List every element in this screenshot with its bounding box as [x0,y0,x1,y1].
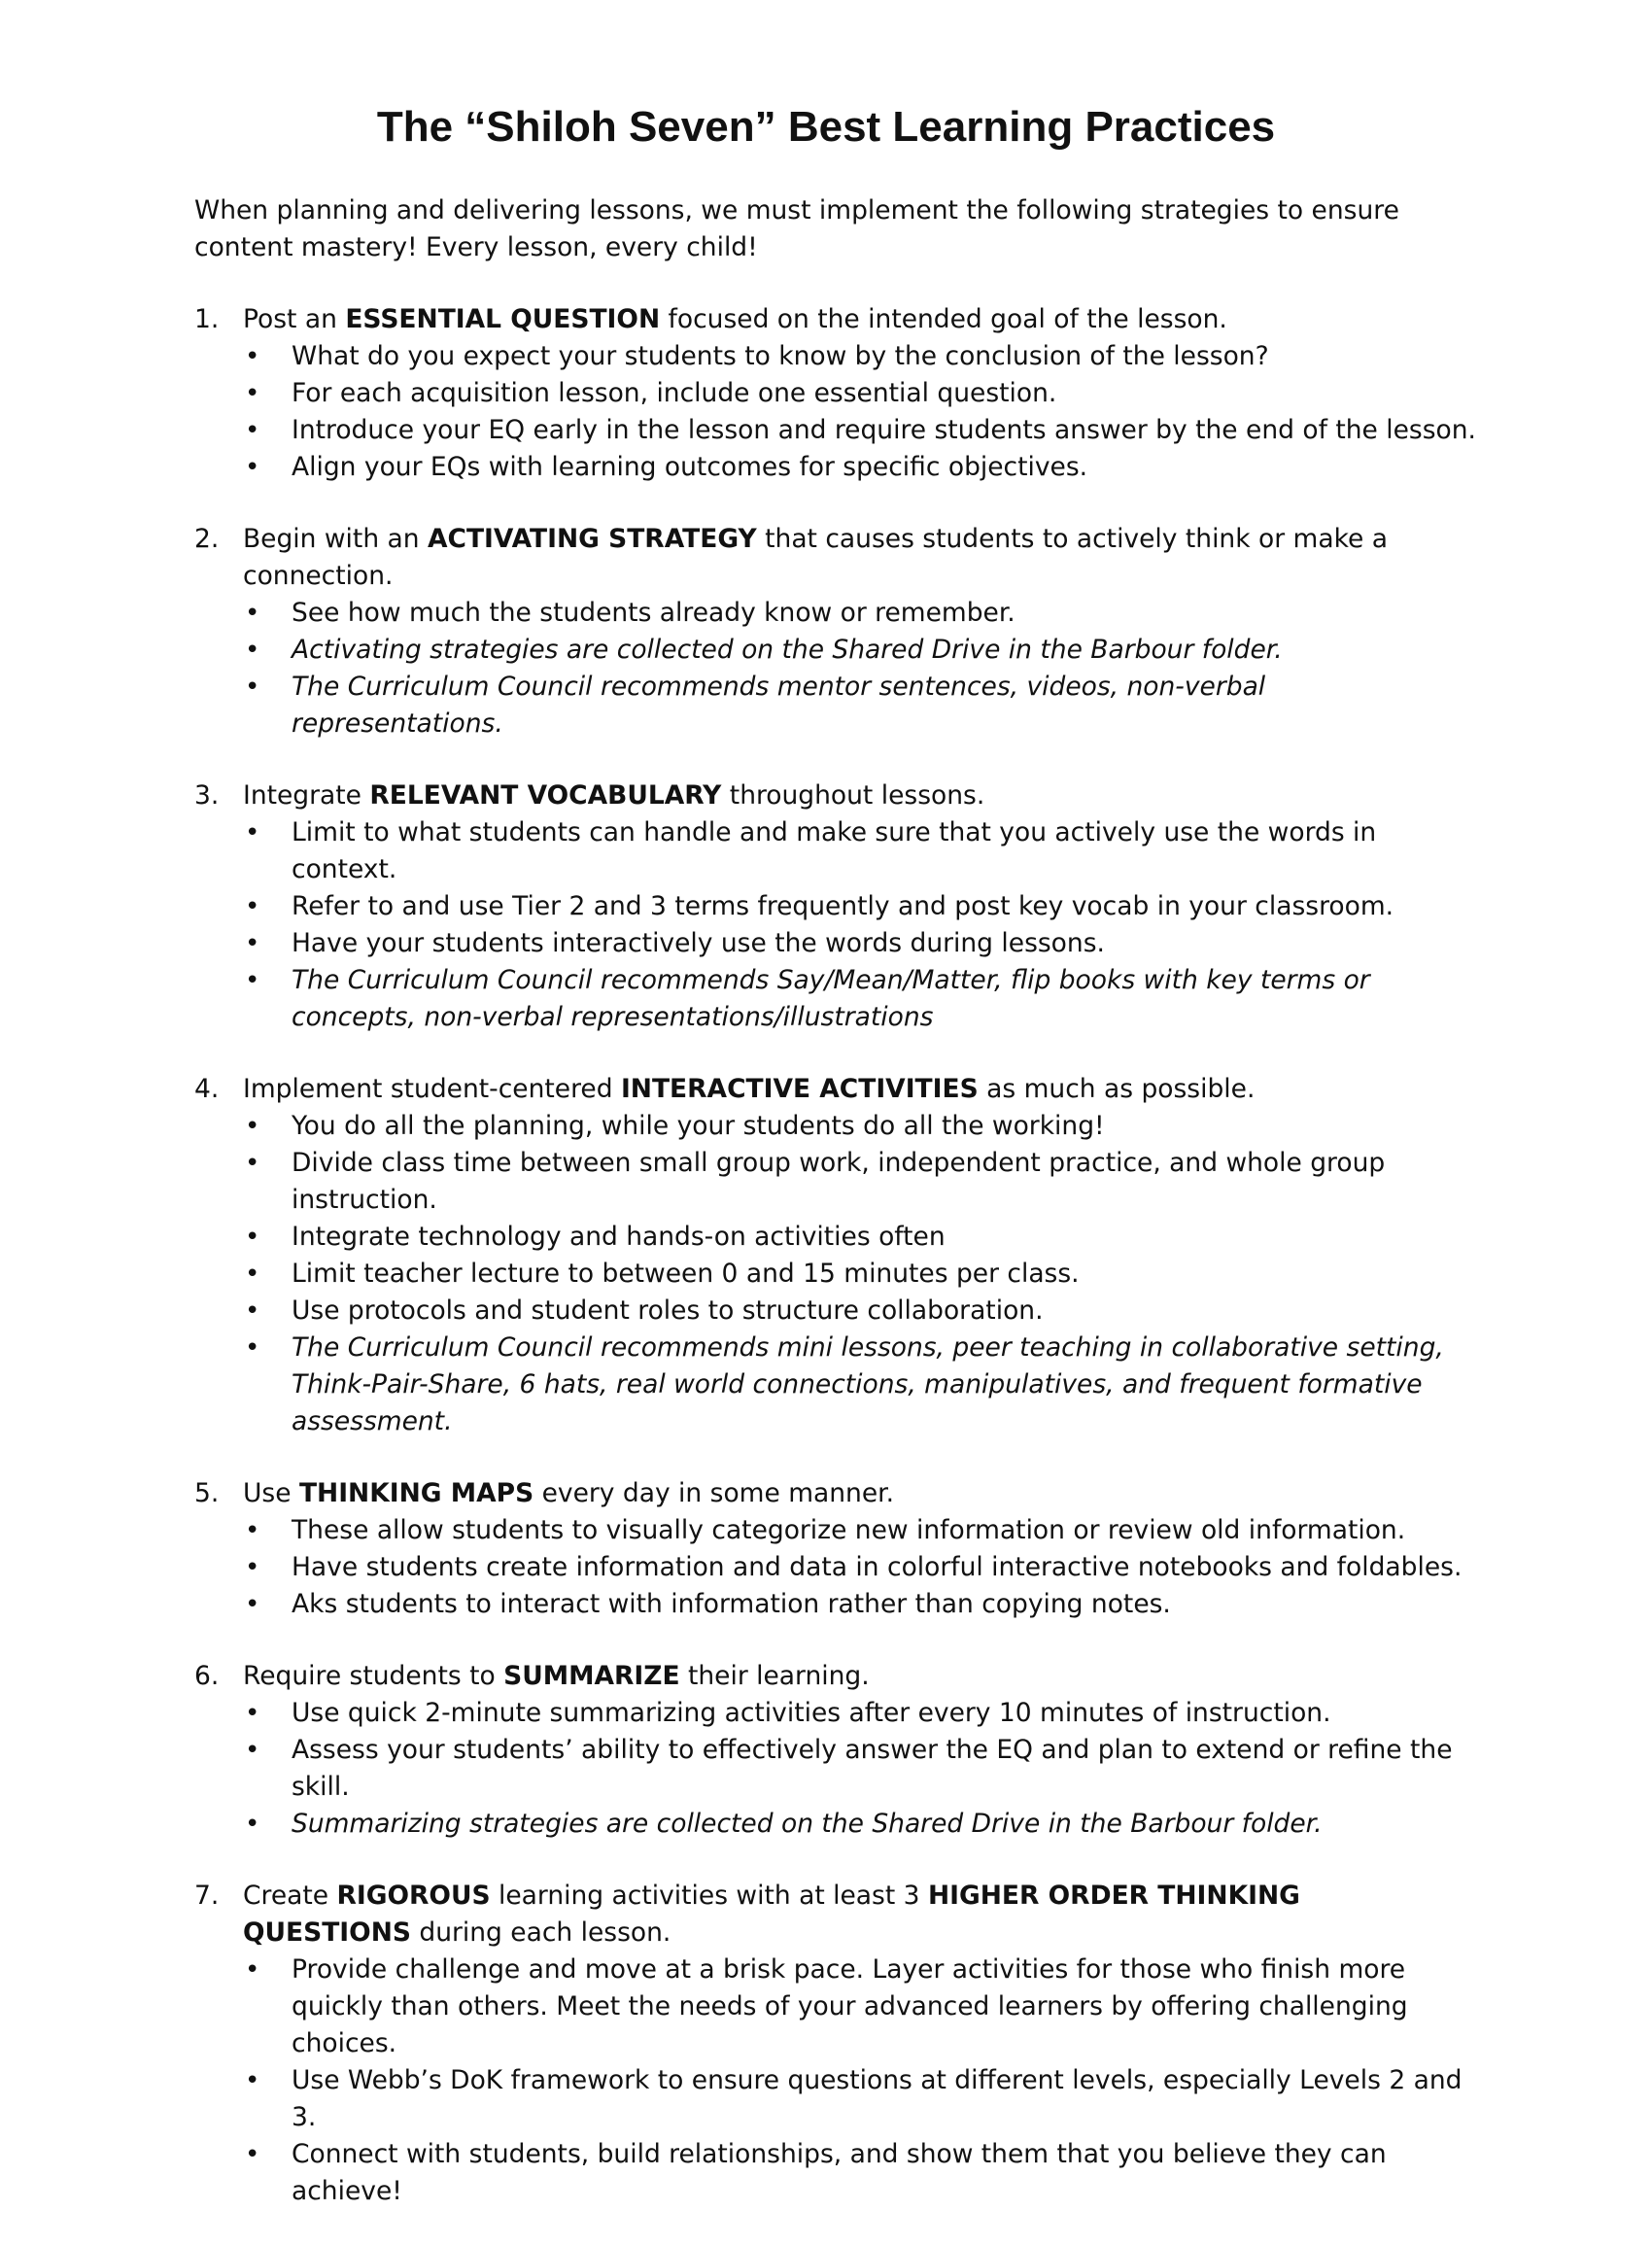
bullet-text: The Curriculum Council recommends Say/Mean/Matter, flip books with key terms or concepts, non-verbal representations/illustrations [292,965,1370,1032]
practice-item [194,777,1477,1036]
practice-item [194,1658,1477,1843]
bullet-item [243,1695,1477,1732]
practice-heading-text: Create [243,1881,337,1911]
bullet-text: Refer to and use Tier 2 and 3 terms frequently and post key vocab in your classroom. [292,891,1394,921]
bullet-text: Activating strategies are collected on the Shared Drive in the Barbour folder. [292,635,1283,665]
practice-item [194,1475,1477,1623]
practice-number: 5. [194,1478,220,1508]
practice-heading-text: Post an [243,304,346,334]
bullet-dot-icon: • [245,1223,260,1252]
bullet-item [243,1951,1477,2062]
practice-heading-text: every day in some manner. [533,1478,895,1508]
bullet-item [243,814,1477,888]
bullet-item [243,632,1477,669]
practice-item [194,521,1477,743]
bullet-item [243,888,1477,925]
bullet-dot-icon: • [245,1699,260,1728]
practice-heading [243,1658,1477,1695]
bullet-dot-icon: • [245,929,260,958]
practice-heading [243,777,1477,814]
practice-heading-text: during each lesson. [410,1917,671,1948]
bullet-item [243,1293,1477,1330]
practice-item [194,1071,1477,1440]
bullet-text: Limit to what students can handle and make sure that you actively use the words in context. [292,817,1377,884]
practice-heading-text: Begin with an [243,524,428,554]
bullet-dot-icon: • [245,673,260,702]
bullet-dot-icon: • [245,1516,260,1545]
bullet-item [243,1256,1477,1293]
practice-number: 1. [194,304,220,334]
practice-number: 2. [194,524,220,554]
bullet-text: What do you expect your students to know by the conclusion of the lesson? [292,341,1269,371]
practice-heading-text: throughout lessons. [721,780,985,811]
bullet-text: These allow students to visually categorize new information or review old information. [292,1515,1406,1545]
bullet-dot-icon: • [245,342,260,371]
bullet-text: Connect with students, build relationships, and show them that you believe they can achieve! [292,2139,1387,2206]
bullet-dot-icon: • [245,1590,260,1619]
bullet-dot-icon: • [245,599,260,628]
bullet-item [243,925,1477,962]
practice-keyword: RIGOROUS [336,1881,491,1911]
practice-item [194,301,1477,486]
bullet-dot-icon: • [245,1112,260,1141]
bullet-item [243,412,1477,449]
bullet-dot-icon: • [245,416,260,445]
practice-heading-text: Require students to [243,1661,504,1691]
bullet-dot-icon: • [245,1296,260,1326]
practice-heading [243,1878,1477,1951]
bullet-item [243,1108,1477,1145]
bullet-dot-icon: • [245,2066,260,2095]
bullet-dot-icon: • [245,1260,260,1289]
bullet-dot-icon: • [245,453,260,482]
bullet-item [243,1549,1477,1586]
bullet-text: Provide challenge and move at a brisk pace. Layer activities for those who finish more quickly than others. Meet the needs of your advanced learners by offering challenging choices. [292,1954,1408,2058]
bullet-item [243,1586,1477,1623]
bullet-text: You do all the planning, while your students do all the working! [292,1111,1105,1141]
practice-heading-text: their learning. [679,1661,870,1691]
bullet-dot-icon: • [245,818,260,847]
practice-heading [243,521,1477,595]
practice-keyword: ACTIVATING STRATEGY [428,524,757,554]
practice-list [194,301,1477,2245]
practice-keyword: SUMMARIZE [503,1661,680,1691]
practice-heading [243,1071,1477,1108]
bullet-list [243,338,1477,486]
bullet-list [243,1695,1477,1843]
bullet-item [243,669,1477,743]
bullet-item [243,1145,1477,1219]
bullet-item [243,338,1477,375]
bullet-list [243,1951,1477,2210]
practice-keyword: HIGHER ORDER THINKING QUESTIONS [243,1881,1300,1948]
practice-item [194,1878,1477,2210]
page-title: The “Shiloh Seven” Best Learning Practices [376,103,1276,151]
bullet-text: The Curriculum Council recommends mini lessons, peer teaching in collaborative setting, Think-Pair-Share, 6 hats, real world connections, manipulatives, and frequent formative assessment. [292,1332,1444,1436]
bullet-text: Use protocols and student roles to structure collaboration. [292,1295,1044,1326]
bullet-text: See how much the students already know or remember. [292,598,1015,628]
bullet-text: Summarizing strategies are collected on the Shared Drive in the Barbour folder. [292,1809,1323,1839]
bullet-item [243,375,1477,412]
bullet-text: For each acquisition lesson, include one essential question. [292,378,1057,408]
bullet-dot-icon: • [245,379,260,408]
practice-heading-text: focused on the intended goal of the lesson. [660,304,1227,334]
bullet-text: Integrate technology and hands-on activities often [292,1222,946,1252]
bullet-dot-icon: • [245,1149,260,1178]
practice-heading-text: that causes students to actively think or make a connection. [243,524,1388,591]
bullet-text: Have students create information and data in colorful interactive notebooks and foldables. [292,1552,1463,1582]
bullet-text: Aks students to interact with information rather than copying notes. [292,1589,1171,1619]
bullet-item [243,595,1477,632]
bullet-item [243,1512,1477,1549]
bullet-dot-icon: • [245,636,260,665]
practice-keyword: ESSENTIAL QUESTION [345,304,661,334]
bullet-item [243,962,1477,1036]
practice-heading-text: Implement student-centered [243,1074,621,1104]
bullet-text: Assess your students’ ability to effectively answer the EQ and plan to extend or refine the skill. [292,1735,1453,1802]
bullet-dot-icon: • [245,892,260,921]
bullet-dot-icon: • [245,1955,260,1985]
bullet-text: Divide class time between small group work, independent practice, and whole group instruction. [292,1148,1386,1215]
intro-paragraph: When planning and delivering lessons, we must implement the following strategies to ensure content mastery! Every lesson, every child! [194,195,1399,262]
bullet-dot-icon: • [245,1736,260,1765]
practice-heading-text: as much as possible. [978,1074,1256,1104]
practice-number: 4. [194,1074,220,1104]
bullet-item [243,449,1477,486]
bullet-dot-icon: • [245,1553,260,1582]
bullet-dot-icon: • [245,2140,260,2169]
bullet-item [243,2062,1477,2136]
bullet-list [243,595,1477,743]
practice-number: 7. [194,1881,220,1911]
practice-keyword: THINKING MAPS [298,1478,534,1508]
bullet-item [243,2136,1477,2210]
bullet-text: Introduce your EQ early in the lesson and require students answer by the end of the lesson. [292,415,1476,445]
practice-keyword: RELEVANT VOCABULARY [369,780,722,811]
bullet-list [243,1512,1477,1623]
practice-heading-text: Use [243,1478,299,1508]
practice-heading [243,301,1477,338]
bullet-item [243,1732,1477,1806]
practice-heading-text: learning activities with at least 3 [490,1881,928,1911]
bullet-text: Align your EQs with learning outcomes for specific objectives. [292,452,1088,482]
bullet-item [243,1806,1477,1843]
bullet-item [243,1219,1477,1256]
bullet-text: Use quick 2-minute summarizing activities after every 10 minutes of instruction. [292,1698,1331,1728]
practice-heading [243,1475,1477,1512]
practice-number: 3. [194,780,220,811]
bullet-text: Have your students interactively use the words during lessons. [292,928,1105,958]
practice-keyword: INTERACTIVE ACTIVITIES [620,1074,979,1104]
practice-heading-text: Integrate [243,780,370,811]
bullet-dot-icon: • [245,1333,260,1363]
bullet-list [243,1108,1477,1440]
bullet-list [243,814,1477,1036]
bullet-dot-icon: • [245,1810,260,1839]
practice-number: 6. [194,1661,220,1691]
bullet-text: Limit teacher lecture to between 0 and 15 minutes per class. [292,1259,1080,1289]
bullet-dot-icon: • [245,966,260,995]
bullet-text: Use Webb’s DoK framework to ensure questions at different levels, especially Levels 2 and 3. [292,2065,1463,2132]
bullet-item [243,1330,1477,1440]
bullet-text: The Curriculum Council recommends mentor sentences, videos, non-verbal representations. [292,672,1266,739]
